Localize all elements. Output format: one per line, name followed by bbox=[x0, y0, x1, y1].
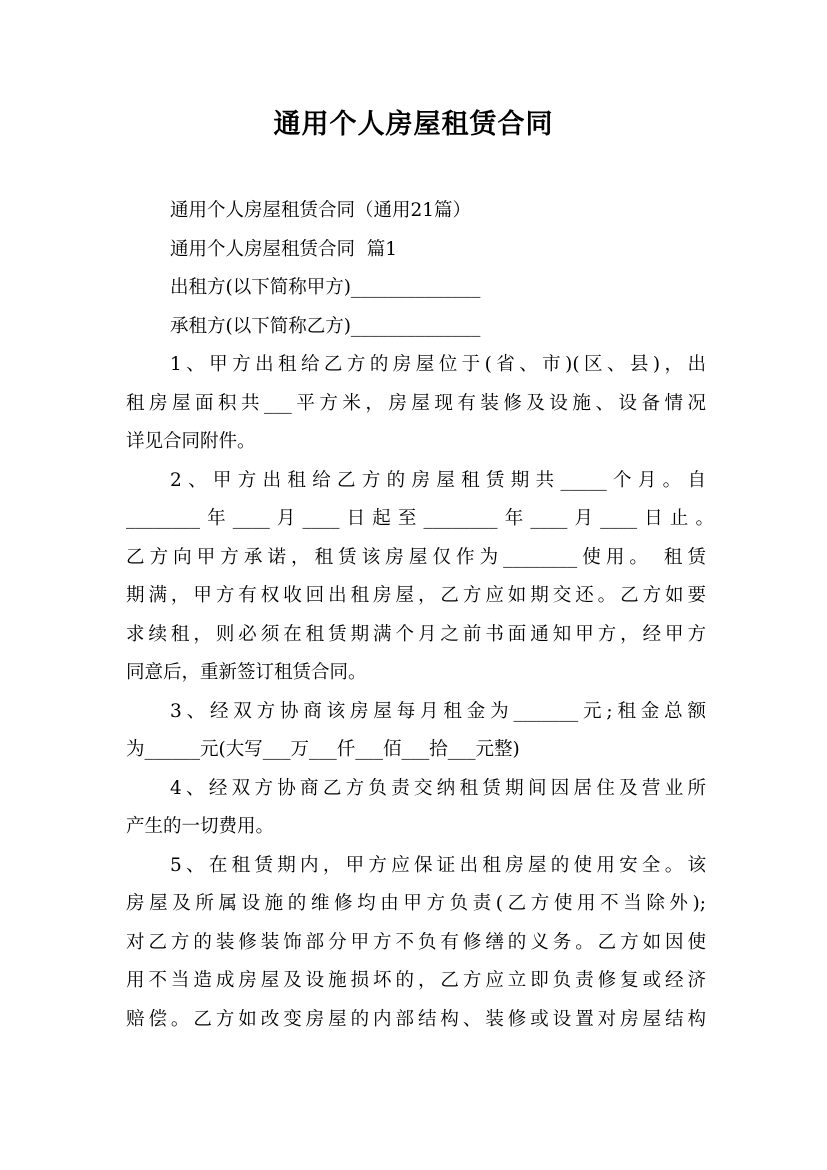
lessor-line: 出租方(以下简称甲方)______________ bbox=[170, 277, 481, 298]
subtitle-line: 通用个人房屋租赁合同（通用21篇） bbox=[170, 200, 472, 221]
clause-1-line-1: 1、甲方出租给乙方的房屋位于(省、市)(区、县)，出 bbox=[170, 354, 706, 375]
clause-5-line-5: 赔偿。乙方如改变房屋的内部结构、装修或设置对房屋结构 bbox=[126, 1009, 706, 1030]
clause-5-line-2: 房屋及所属设施的维修均由甲方负责(乙方使用不当除外); bbox=[126, 893, 706, 914]
clause-2-line-1: 2、甲方出租给乙方的房屋租赁期共_____个月。自 bbox=[170, 470, 706, 491]
clause-5-line-1: 5、在租赁期内，甲方应保证出租房屋的使用安全。该 bbox=[170, 855, 706, 876]
clause-3-line-1: 3、经双方协商该房屋每月租金为_______元;租金总额 bbox=[170, 701, 706, 722]
clause-2-line-2: ________年____月____日起至________年____月____日止。 bbox=[126, 508, 714, 529]
document-title: 通用个人房屋租赁合同 bbox=[273, 109, 554, 140]
clause-2-line-6: 同意后，重新签订租赁合同。 bbox=[126, 662, 367, 683]
clause-1-line-2: 租房屋面积共___平方米，房屋现有装修及设施、设备情况 bbox=[126, 393, 706, 414]
clause-3-line-2: 为______元(大写___万___仟___佰___拾___元整) bbox=[126, 739, 520, 760]
chapter-heading: 通用个人房屋租赁合同 篇1 bbox=[170, 239, 398, 260]
clause-2-line-4: 期满，甲方有权收回出租房屋，乙方应如期交还。乙方如要 bbox=[126, 585, 706, 606]
clause-5-line-3: 对乙方的装修装饰部分甲方不负有修缮的义务。乙方如因使 bbox=[126, 932, 706, 953]
clause-5-line-4: 用不当造成房屋及设施损坏的，乙方应立即负责修复或经济 bbox=[126, 970, 706, 991]
clause-2-line-3: 乙方向甲方承诺，租赁该房屋仅作为________使用。 租赁 bbox=[126, 547, 706, 568]
clause-4-line-2: 产生的一切费用。 bbox=[126, 816, 275, 837]
clause-1-line-3: 详见合同附件。 bbox=[126, 431, 256, 452]
clause-4-line-1: 4、经双方协商乙方负责交纳租赁期间因居住及营业所 bbox=[170, 778, 706, 799]
lessee-line: 承租方(以下简称乙方)______________ bbox=[170, 316, 481, 337]
clause-2-line-5: 求续租，则必须在租赁期满个月之前书面通知甲方，经甲方 bbox=[126, 624, 706, 645]
